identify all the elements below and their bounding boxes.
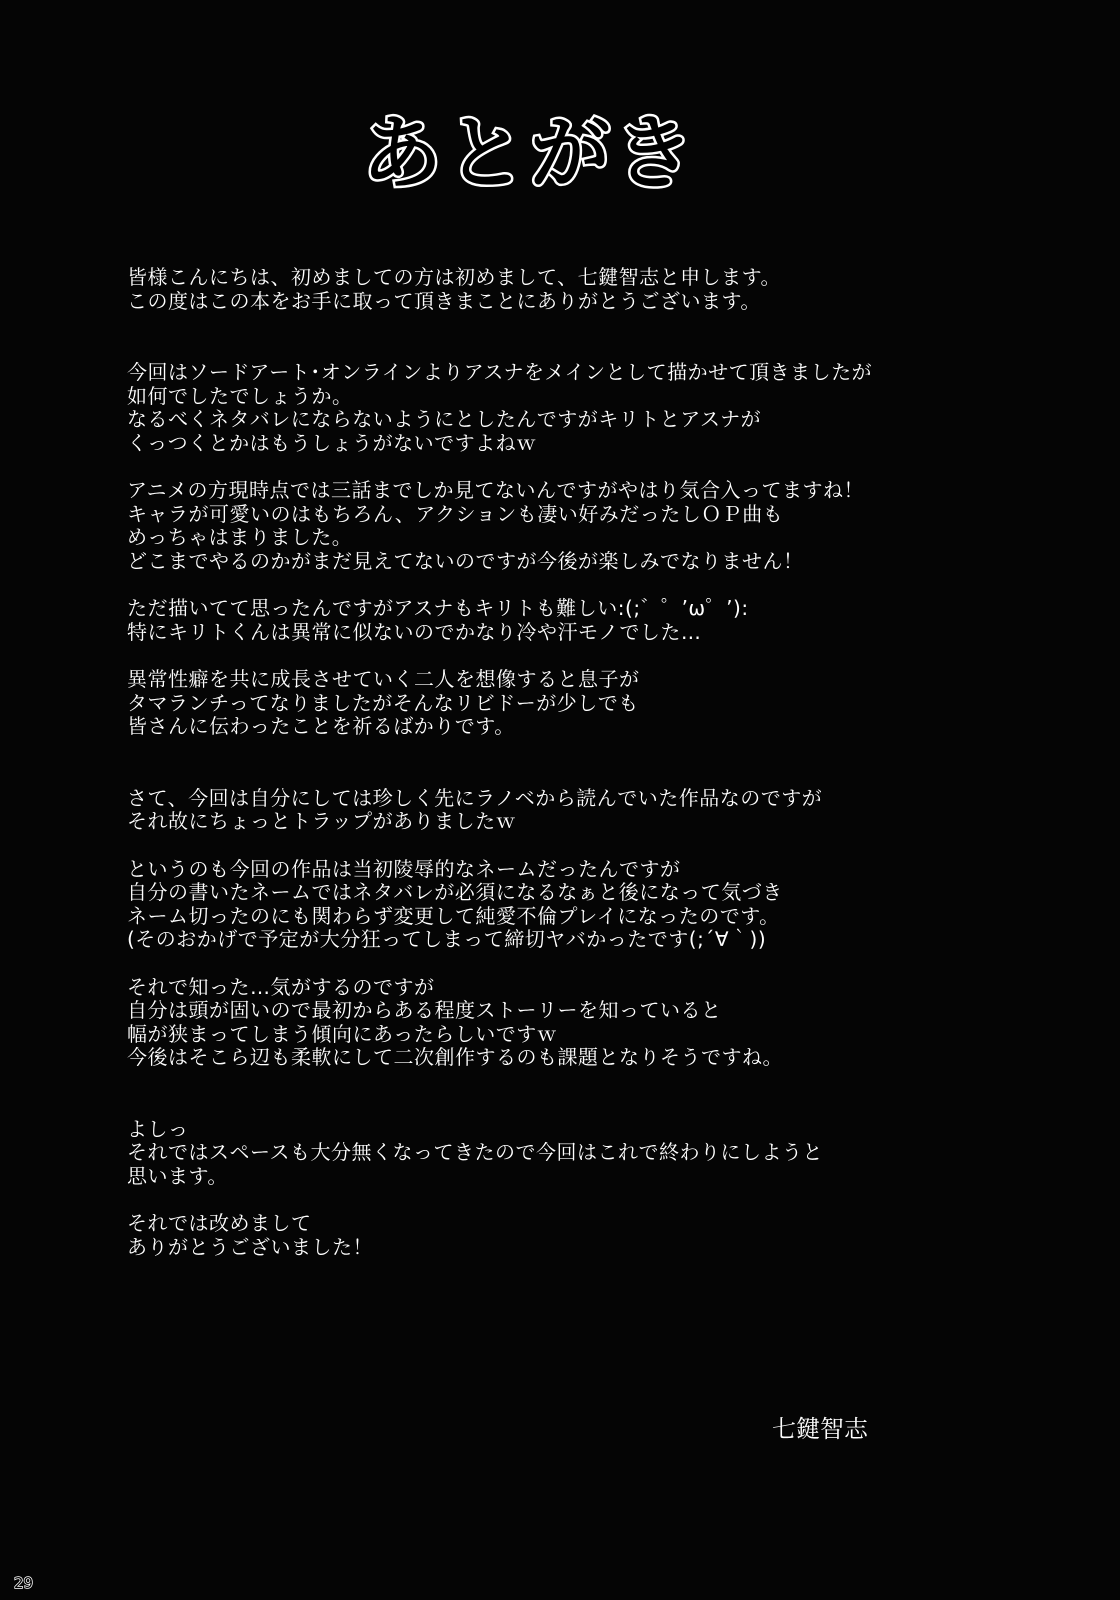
paragraph [127, 976, 1027, 1070]
text-line: ただ描いてて思ったんですがアスナもキリトも難しい:(;゛゜’ω゜’): [127, 596, 749, 620]
paragraph [127, 668, 1027, 739]
paragraph-spacer [127, 455, 1027, 479]
page-title: あとがき [362, 107, 698, 200]
paragraph [127, 361, 1027, 455]
text-line: 特にキリトくんは異常に似ないのでかなり冷や汗モノでした… [127, 619, 702, 644]
paragraph [127, 858, 1027, 952]
text-line: 皆様こんにちは、初めましての方は初めまして、七鍵智志と申します。 [127, 265, 781, 289]
paragraph-spacer [127, 313, 1027, 361]
text-line: この度はこの本をお手に取って頂きまことにありがとうございます。 [127, 288, 761, 313]
text-line: それで知った…気がするのですが [127, 974, 435, 999]
text-line: というのも今回の作品は当初陵辱的なネームだったんですが [127, 856, 681, 881]
text-line: アニメの方現時点では三話までしか見てないんですがやはり気合入ってますね！ [127, 478, 864, 502]
text-line: めっちゃはまりました。 [127, 525, 353, 549]
text-line: それ故にちょっとトラップがありましたｗ [127, 809, 517, 833]
text-line: 自分の書いたネームではネタバレが必須になるなぁと後になって気づき [127, 880, 783, 904]
paragraph-spacer [127, 834, 1027, 858]
afterword-body [127, 266, 1027, 1259]
text-line: 思います。 [127, 1163, 228, 1188]
page-number: 29 [14, 1574, 34, 1592]
text-line: くっつくとかはもうしょうがないですよねｗ [127, 430, 537, 455]
author-signature: 七鍵智志 [772, 1415, 868, 1443]
text-line: 如何でしたでしょうか。 [127, 383, 353, 408]
paragraph-spacer [127, 1188, 1027, 1212]
text-line: キャラが可愛いのはもちろん、アクションも凄い好みだったしＯＰ曲も [127, 501, 784, 526]
text-line: 異常性癖を共に成長させていく二人を想像すると息子が [127, 667, 640, 691]
text-line: ありがとうございました！ [127, 1234, 373, 1259]
text-line: さて、今回は自分にしては珍しく先にラノベから読んでいた作品なのですが [127, 785, 823, 810]
paragraph-spacer [127, 739, 1027, 787]
paragraph-spacer [127, 644, 1027, 668]
text-line: ネーム切ったのにも関わらず変更して純愛不倫プレイになったのです。 [127, 903, 780, 928]
text-line: 今後はそこら辺も柔軟にして二次創作するのも課題となりそうですね。 [127, 1045, 783, 1069]
text-line: 幅が狭まってしまう傾向にあったらしいですｗ [127, 1021, 558, 1046]
text-line: タマランチってなりましたがそんなリビドーが少しでも [127, 690, 639, 715]
paragraph-spacer [127, 573, 1027, 597]
text-line: 今回はソードアート･オンラインよりアスナをメインとして描かせて頂きましたが [127, 360, 873, 384]
text-line: 自分は頭が固いので最初からある程度ストーリーを知っていると [127, 998, 722, 1022]
text-line: 皆さんに伝わったことを祈るばかりです。 [127, 714, 515, 738]
paragraph [127, 1118, 1027, 1189]
paragraph [127, 479, 1027, 573]
text-line: よしっ [127, 1116, 189, 1141]
paragraph-spacer [127, 1070, 1027, 1118]
text-line: どこまでやるのかがまだ見えてないのですが今後が楽しみでなりません！ [127, 548, 804, 573]
text-line: なるべくネタバレにならないようにとしたんですがキリトとアスナが [127, 407, 762, 431]
paragraph [127, 787, 1027, 834]
paragraph [127, 597, 1027, 644]
text-line: それでは改めまして [127, 1211, 312, 1235]
paragraph [127, 266, 1027, 313]
paragraph-spacer [127, 952, 1027, 976]
paragraph [127, 1212, 1027, 1259]
text-line: (そのおかげで予定が大分狂ってしまって締切ヤバかったです(;´∀｀)) [127, 927, 767, 951]
text-line: それではスペースも大分無くなってきたので今回はこれで終わりにしようと [127, 1140, 823, 1164]
